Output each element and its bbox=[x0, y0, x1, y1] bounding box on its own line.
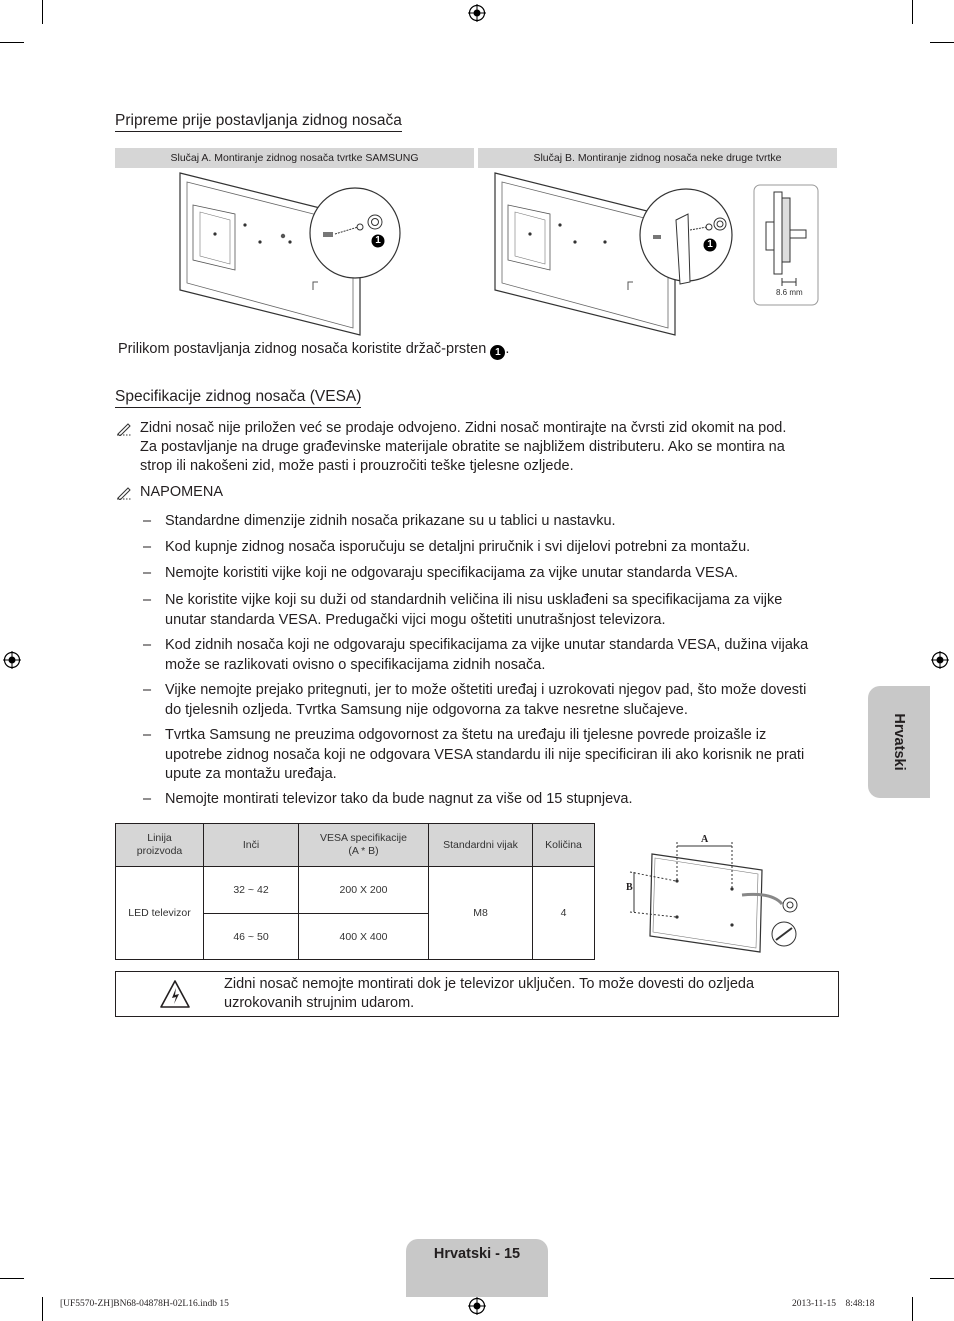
cell-vesa: 400 X 400 bbox=[299, 914, 429, 960]
case-a-illustration bbox=[175, 170, 415, 340]
cell-quantity: 4 bbox=[533, 867, 595, 960]
crop-mark bbox=[42, 0, 43, 24]
pencil-note-icon bbox=[116, 486, 132, 500]
registration-mark-icon bbox=[931, 651, 949, 669]
ring-holder-note bbox=[118, 340, 509, 360]
cell-product-line: LED televizor bbox=[116, 867, 204, 960]
vesa-spec-table bbox=[115, 823, 595, 960]
section-title-vesa: Specifikacije zidnog nosača (VESA) bbox=[115, 388, 361, 408]
table-header-row bbox=[116, 824, 595, 867]
crop-mark bbox=[0, 1278, 24, 1279]
cell-inches: 46 ~ 50 bbox=[204, 914, 299, 960]
language-side-tab: Hrvatski bbox=[868, 686, 930, 798]
callout-1-number: 1 bbox=[707, 239, 713, 250]
registration-mark-icon bbox=[468, 1297, 486, 1315]
callout-1-inline-icon: 1 bbox=[490, 345, 505, 360]
case-b-header: Slučaj B. Montiranje zidnog nosača neke druge tvrtke bbox=[478, 148, 837, 168]
napomena-label: NAPOMENA bbox=[140, 484, 223, 500]
header-inches: Inči bbox=[204, 824, 299, 867]
header-quantity: Količina bbox=[533, 824, 595, 867]
dimension-label: 8.6 mm bbox=[776, 288, 803, 297]
crop-mark bbox=[912, 0, 913, 24]
registration-mark-icon bbox=[468, 4, 486, 22]
vesa-dimension-diagram bbox=[622, 832, 822, 957]
table-row bbox=[116, 867, 595, 914]
crop-mark bbox=[930, 42, 954, 43]
dimension-label-a: A bbox=[701, 834, 709, 845]
header-screw: Standardni vijak bbox=[429, 824, 533, 867]
print-slug-right: 2013-11-15 8:48:18 bbox=[792, 1299, 875, 1309]
registration-mark-icon bbox=[3, 651, 21, 669]
warning-box bbox=[115, 971, 839, 1017]
crop-mark bbox=[42, 1297, 43, 1321]
warning-triangle-icon bbox=[159, 979, 191, 1009]
case-b-illustration bbox=[490, 170, 820, 340]
ring-holder-note-text: Prilikom postavljanja zidnog nosača koristite držač-prsten bbox=[118, 341, 487, 357]
note-line: strop ili nakošeni zid, može pasti i prouzročiti teške tjelesne ozljede. bbox=[140, 458, 574, 474]
page-number-label: Hrvatski - 15 bbox=[406, 1239, 548, 1297]
warning-line: uzrokovanih strujnim udarom. bbox=[224, 995, 415, 1011]
crop-mark bbox=[912, 1297, 913, 1321]
pencil-note-icon bbox=[116, 422, 132, 436]
case-a-header: Slučaj A. Montiranje zidnog nosača tvrtke SAMSUNG bbox=[115, 148, 474, 168]
cell-inches: 32 ~ 42 bbox=[204, 867, 299, 914]
note-period: . bbox=[505, 341, 510, 357]
cell-screw: M8 bbox=[429, 867, 533, 960]
note-line: Zidni nosač nije priložen već se prodaje odvojeno. Zidni nosač montirajte na čvrsti zid okomit na pod. bbox=[140, 420, 787, 436]
callout-1-number: 1 bbox=[375, 235, 381, 246]
crop-mark bbox=[930, 1278, 954, 1279]
note-line: Za postavljanje na druge građevinske materijale obratite se najbližem distributeru. Ako se montira na bbox=[140, 439, 785, 455]
header-product-line: Linija proizvoda bbox=[116, 824, 204, 867]
cell-vesa: 200 X 200 bbox=[299, 867, 429, 914]
warning-line: Zidni nosač nemojte montirati dok je televizor uključen. To može dovesti do ozljeda bbox=[224, 976, 755, 992]
header-vesa: VESA specifikacije (A * B) bbox=[299, 824, 429, 867]
section-title-preparation: Pripreme prije postavljanja zidnog nosača bbox=[115, 112, 402, 132]
crop-mark bbox=[0, 42, 24, 43]
dimension-label-b: B bbox=[626, 882, 633, 893]
print-slug-left: [UF5570-ZH]BN68-04878H-02L16.indb 15 bbox=[60, 1299, 229, 1309]
